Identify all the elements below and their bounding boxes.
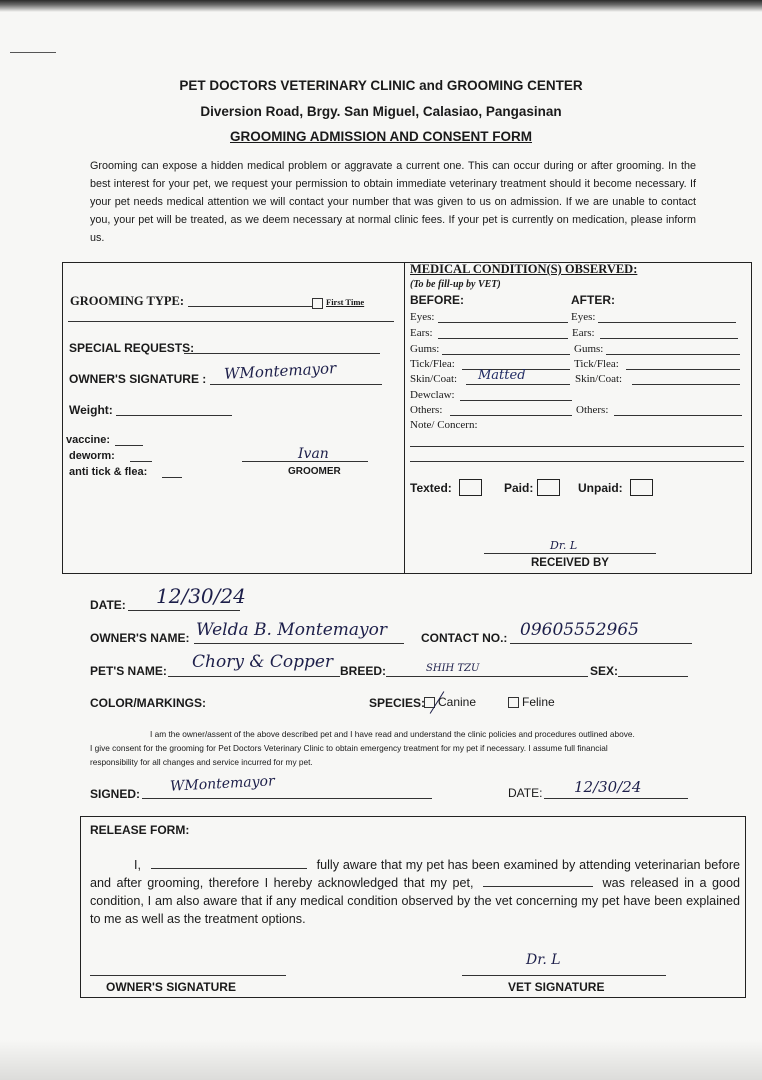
unpaid-label: Unpaid: bbox=[578, 481, 623, 495]
owner-signature-value: WMontemayor bbox=[223, 359, 337, 383]
scan-bottom-shade bbox=[0, 1040, 762, 1080]
after-gums-field[interactable] bbox=[606, 354, 740, 355]
release-owner-signature-label: OWNER'S SIGNATURE bbox=[106, 980, 236, 994]
owner-signature-field[interactable] bbox=[210, 384, 382, 385]
breed-field[interactable] bbox=[386, 676, 588, 677]
admission-divider bbox=[404, 262, 405, 574]
signed-label: SIGNED: bbox=[90, 787, 141, 801]
signed-field[interactable] bbox=[142, 798, 432, 799]
medical-title: MEDICAL CONDITION(S) OBSERVED: bbox=[410, 262, 638, 276]
feline-checkbox[interactable] bbox=[508, 697, 519, 708]
after-eyes-label: Eyes: bbox=[571, 311, 596, 323]
before-dewclaw-field[interactable] bbox=[460, 400, 572, 401]
owner-name-value: Welda B. Montemayor bbox=[196, 620, 388, 640]
paid-label: Paid: bbox=[504, 481, 534, 495]
color-markings-label: COLOR/MARKINGS: bbox=[90, 696, 206, 710]
date-value: 12/30/24 bbox=[156, 584, 246, 608]
before-eyes-label: Eyes: bbox=[410, 311, 435, 323]
after-tick-field[interactable] bbox=[626, 369, 740, 370]
feline-option[interactable] bbox=[508, 695, 555, 709]
before-tick-label: Tick/Flea: bbox=[410, 358, 455, 370]
first-time-option[interactable] bbox=[312, 297, 364, 309]
grooming-type-label: GROOMING TYPE: bbox=[70, 294, 185, 308]
release-owner-signature-field[interactable] bbox=[90, 975, 286, 976]
vet-signature-field[interactable] bbox=[462, 975, 666, 976]
received-by-label: RECEIVED BY bbox=[531, 557, 609, 569]
after-others-field[interactable] bbox=[614, 415, 742, 416]
received-by-value: Dr. L bbox=[550, 539, 578, 552]
contact-value: 09605552965 bbox=[520, 620, 639, 640]
date2-field[interactable] bbox=[544, 798, 688, 799]
deworm-label: deworm: bbox=[69, 450, 115, 462]
after-skin-label: Skin/Coat: bbox=[575, 373, 623, 385]
after-eyes-field[interactable] bbox=[598, 322, 736, 323]
contact-label: CONTACT NO.: bbox=[421, 631, 508, 645]
vaccine-field[interactable] bbox=[115, 445, 143, 446]
release-title: RELEASE FORM: bbox=[90, 823, 190, 837]
release-pet-name-field[interactable] bbox=[483, 875, 593, 887]
owner-signature-label: OWNER'S SIGNATURE : bbox=[69, 372, 207, 386]
after-label: AFTER: bbox=[571, 293, 615, 307]
pet-name-value: Chory & Copper bbox=[192, 652, 334, 672]
skin-coat-value: Matted bbox=[478, 368, 526, 383]
clinic-address: Diversion Road, Brgy. San Miguel, Calasiao, Pangasinan bbox=[200, 104, 562, 119]
note-concern-label: Note/ Concern: bbox=[410, 419, 478, 431]
after-others-label: Others: bbox=[576, 404, 609, 416]
contact-field[interactable] bbox=[510, 643, 692, 644]
first-time-label: First Time bbox=[326, 297, 365, 307]
after-tick-label: Tick/Flea: bbox=[574, 358, 619, 370]
pet-name-field[interactable] bbox=[168, 676, 340, 677]
before-gums-label: Gums: bbox=[410, 343, 440, 355]
texted-label: Texted: bbox=[410, 481, 452, 495]
scan-top-edge bbox=[0, 0, 762, 12]
before-ears-field[interactable] bbox=[438, 338, 568, 339]
deworm-field[interactable] bbox=[130, 461, 152, 462]
margin-mark bbox=[10, 52, 56, 53]
weight-field[interactable] bbox=[116, 415, 232, 416]
before-dewclaw-label: Dewclaw: bbox=[410, 389, 455, 401]
release-owner-name-field[interactable] bbox=[151, 857, 307, 869]
form-title: GROOMING ADMISSION AND CONSENT FORM bbox=[230, 129, 532, 144]
intro-paragraph: Grooming can expose a hidden medical problem or aggravate a current one. This can occur during or after grooming. In the best interest for your pet, we request your permission to obtain immediate veterinary treatment should it become necessary. If your pet needs medical attention we will contact your number that was given to us on admission. If we are unable to contact you, your pet will be treated, as we deem necessary at normal clinic fees. If your pet is currently on medication, please inform us. bbox=[90, 160, 696, 244]
before-gums-field[interactable] bbox=[442, 354, 570, 355]
owner-name-field[interactable] bbox=[194, 643, 404, 644]
date2-value: 12/30/24 bbox=[574, 778, 642, 796]
after-ears-label: Ears: bbox=[572, 327, 595, 339]
feline-label: Feline bbox=[522, 695, 555, 709]
groomer-field[interactable] bbox=[242, 461, 368, 462]
before-others-label: Others: bbox=[410, 404, 443, 416]
vet-signature-label: VET SIGNATURE bbox=[508, 980, 605, 994]
signed-value: WMontemayor bbox=[169, 773, 276, 795]
note-concern-line1[interactable] bbox=[410, 446, 744, 447]
owner-name-label: OWNER'S NAME: bbox=[90, 631, 190, 645]
date-field[interactable] bbox=[128, 610, 240, 611]
consent-line-2: I give consent for the grooming for Pet Doctors Veterinary Clinic to obtain emergency treatment for my pet if necessary. I assume full financial bbox=[90, 743, 608, 753]
groomer-value: Ivan bbox=[298, 446, 329, 462]
unpaid-checkbox[interactable] bbox=[630, 479, 653, 496]
species-label: SPECIES: bbox=[369, 696, 426, 710]
weight-label: Weight: bbox=[69, 403, 113, 417]
paid-checkbox[interactable] bbox=[537, 479, 560, 496]
sex-label: SEX: bbox=[590, 664, 619, 678]
pet-name-label: PET'S NAME: bbox=[90, 664, 167, 678]
after-ears-field[interactable] bbox=[600, 338, 738, 339]
note-concern-line2[interactable] bbox=[410, 461, 744, 462]
vaccine-label: vaccine: bbox=[66, 434, 111, 446]
anti-tick-field[interactable] bbox=[162, 477, 182, 478]
release-text-2: fully aware that my pet has been examined by attending veterinarian before and after grooming, therefore I hereby acknowledged that my pet, bbox=[90, 858, 741, 890]
before-ears-label: Ears: bbox=[410, 327, 433, 339]
vet-signature-value: Dr. L bbox=[526, 952, 561, 968]
anti-tick-label: anti tick & flea: bbox=[69, 466, 148, 478]
breed-value: SHIH TZU bbox=[426, 663, 480, 674]
canine-option[interactable] bbox=[424, 695, 476, 709]
grooming-type-field[interactable] bbox=[188, 306, 312, 307]
date2-label: DATE: bbox=[508, 786, 543, 800]
after-skin-field[interactable] bbox=[632, 384, 740, 385]
groomer-label: GROOMER bbox=[288, 466, 341, 477]
texted-checkbox[interactable] bbox=[459, 479, 482, 496]
date-label: DATE: bbox=[90, 598, 126, 612]
before-skin-label: Skin/Coat: bbox=[410, 373, 458, 385]
after-gums-label: Gums: bbox=[574, 343, 604, 355]
first-time-checkbox[interactable] bbox=[312, 298, 323, 309]
consent-line-3: responsibility for all changes and service incurred for my pet. bbox=[90, 757, 313, 767]
consent-line-1: I am the owner/assent of the above described pet and I have read and understand the clinic policies and procedures outlined above. bbox=[150, 729, 635, 739]
grooming-type-field-line2[interactable] bbox=[68, 321, 394, 322]
breed-label: BREED: bbox=[340, 664, 387, 678]
canine-label: Canine bbox=[438, 695, 477, 709]
release-paragraph bbox=[90, 856, 740, 928]
clinic-name: PET DOCTORS VETERINARY CLINIC and GROOMING CENTER bbox=[179, 78, 583, 93]
sex-field[interactable] bbox=[618, 676, 688, 677]
before-eyes-field[interactable] bbox=[438, 322, 568, 323]
before-label: BEFORE: bbox=[410, 293, 464, 307]
release-text-1: I, bbox=[134, 858, 141, 872]
medical-subtitle: (To be fill-up by VET) bbox=[410, 279, 501, 290]
special-requests-label: SPECIAL REQUESTS: bbox=[69, 341, 195, 355]
release-text-3: was released in a good condition, I am also aware that if any medical condition observed by the vet concerning my pet have been explained to me as well as the treatment options. bbox=[90, 876, 741, 926]
received-by-field[interactable] bbox=[484, 553, 656, 554]
special-requests-field[interactable] bbox=[184, 353, 380, 354]
before-others-field[interactable] bbox=[450, 415, 572, 416]
before-skin-field[interactable] bbox=[466, 384, 570, 385]
